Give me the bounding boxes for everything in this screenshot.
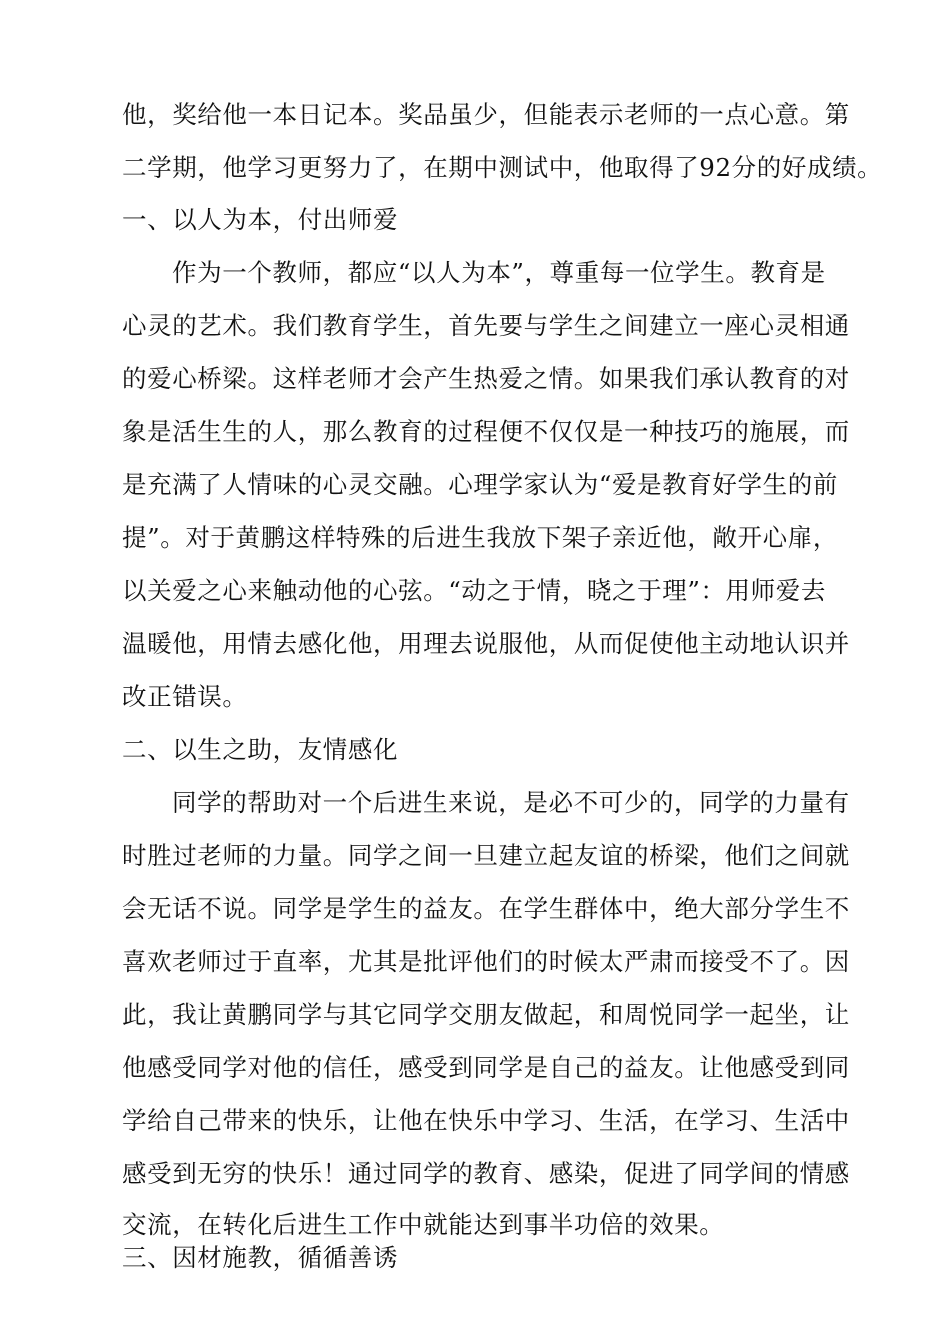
paragraph-line: 会无话不说。同学是学生的益友。在学生群体中，绝大部分学生不 xyxy=(122,894,850,923)
section-heading: 三、因材施教，循循善诱 xyxy=(122,1243,399,1272)
paragraph-line: 温暖他，用情去感化他，用理去说服他，从而促使他主动地认识并 xyxy=(122,629,850,658)
paragraph-line: 提”。对于黄鹏这样特殊的后进生我放下架子亲近他，敞开心扉， xyxy=(122,523,838,552)
paragraph-line: 象是活生生的人，那么教育的过程便不仅仅是一种技巧的施展，而 xyxy=(122,417,850,446)
paragraph-line: 心灵的艺术。我们教育学生，首先要与学生之间建立一座心灵相通 xyxy=(122,311,850,340)
paragraph-line: 时胜过老师的力量。同学之间一旦建立起友谊的桥梁，他们之间就 xyxy=(122,841,850,870)
paragraph-line: 学给自己带来的快乐，让他在快乐中学习、生活，在学习、生活中 xyxy=(122,1106,850,1135)
section-heading: 一、以人为本，付出师爱 xyxy=(122,205,399,234)
paragraph-line: 的爱心桥梁。这样老师才会产生热爱之情。如果我们承认教育的对 xyxy=(122,364,850,393)
paragraph-line: 二学期，他学习更努力了，在期中测试中，他取得了92分的好成绩。 xyxy=(122,153,883,182)
paragraph-line: 喜欢老师过于直率，尤其是批评他们的时候太严肃而接受不了。因 xyxy=(122,947,850,976)
paragraph-line: 是充满了人情味的心灵交融。心理学家认为“爱是教育好学生的前 xyxy=(122,470,838,499)
paragraph-line: 他，奖给他一本日记本。奖品虽少，但能表示老师的一点心意。第 xyxy=(122,100,850,129)
paragraph-line: 作为一个教师，都应“以人为本”，尊重每一位学生。教育是 xyxy=(172,258,826,287)
paragraph-line: 同学的帮助对一个后进生来说，是必不可少的，同学的力量有 xyxy=(172,788,850,817)
paragraph-line: 他感受同学对他的信任，感受到同学是自己的益友。让他感受到同 xyxy=(122,1053,850,1082)
paragraph-line: 交流，在转化后进生工作中就能达到事半功倍的效果。 xyxy=(122,1210,725,1239)
paragraph-line: 以关爱之心来触动他的心弦。“动之于情，晓之于理”：用师爱去 xyxy=(122,576,826,605)
paragraph-line: 改正错误。 xyxy=(122,682,248,711)
paragraph-line: 感受到无穷的快乐！通过同学的教育、感染，促进了同学间的情感 xyxy=(122,1159,850,1188)
paragraph-line: 此，我让黄鹏同学与其它同学交朋友做起，和周悦同学一起坐，让 xyxy=(122,1000,850,1029)
section-heading: 二、以生之助，友情感化 xyxy=(122,735,399,764)
